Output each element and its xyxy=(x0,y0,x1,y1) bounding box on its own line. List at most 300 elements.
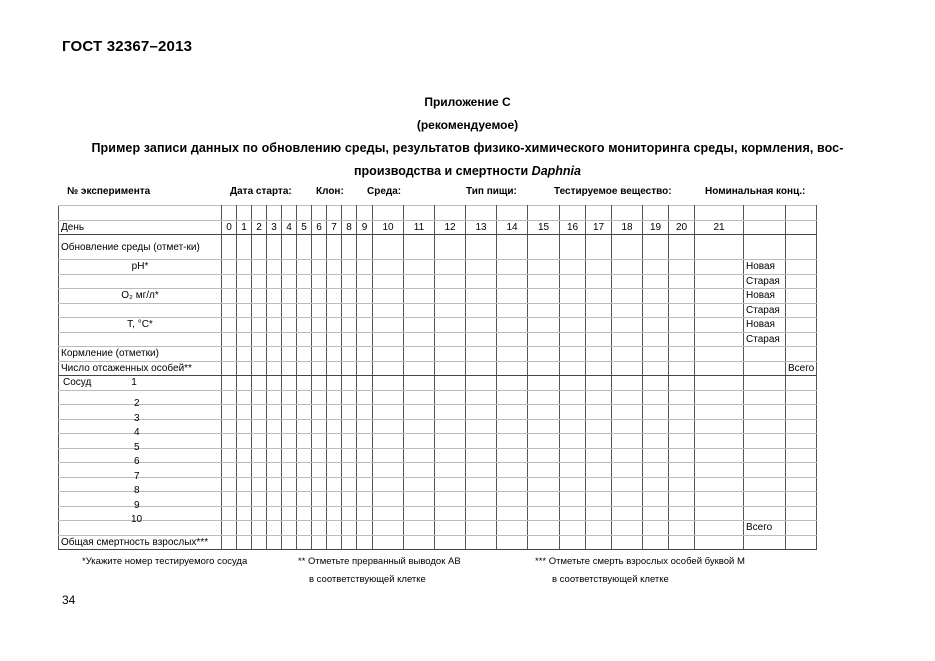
day-cell[interactable] xyxy=(282,463,297,478)
day-cell[interactable] xyxy=(222,463,237,478)
day-cell[interactable] xyxy=(237,332,252,347)
day-cell[interactable] xyxy=(404,332,435,347)
day-cell[interactable] xyxy=(222,390,237,405)
day-cell[interactable] xyxy=(342,235,357,260)
day-cell[interactable] xyxy=(404,318,435,333)
day-cell[interactable] xyxy=(342,463,357,478)
day-cell[interactable] xyxy=(327,390,342,405)
day-cell[interactable] xyxy=(404,376,435,391)
day-cell[interactable] xyxy=(373,492,404,507)
day-cell[interactable] xyxy=(435,521,466,536)
day-cell[interactable] xyxy=(497,376,528,391)
day-cell[interactable] xyxy=(560,521,586,536)
day-cell[interactable] xyxy=(528,206,560,221)
day-cell[interactable] xyxy=(237,274,252,289)
day-cell[interactable] xyxy=(342,405,357,420)
day-cell[interactable] xyxy=(342,289,357,304)
day-cell[interactable] xyxy=(695,332,744,347)
day-cell[interactable] xyxy=(373,332,404,347)
day-cell[interactable] xyxy=(327,477,342,492)
day-cell[interactable] xyxy=(373,535,404,550)
day-cell[interactable] xyxy=(357,405,373,420)
day-cell[interactable] xyxy=(267,521,282,536)
day-cell[interactable] xyxy=(404,405,435,420)
day-cell[interactable] xyxy=(560,434,586,449)
day-cell[interactable] xyxy=(695,434,744,449)
day-cell[interactable] xyxy=(404,477,435,492)
day-cell[interactable] xyxy=(466,206,497,221)
day-cell[interactable] xyxy=(466,361,497,376)
day-cell[interactable] xyxy=(357,419,373,434)
day-cell[interactable] xyxy=(267,376,282,391)
day-cell[interactable] xyxy=(497,492,528,507)
day-cell[interactable] xyxy=(327,260,342,275)
day-cell[interactable] xyxy=(297,448,312,463)
day-cell[interactable] xyxy=(435,274,466,289)
day-cell[interactable] xyxy=(312,405,327,420)
day-cell[interactable] xyxy=(695,289,744,304)
day-cell[interactable] xyxy=(267,332,282,347)
day-cell[interactable] xyxy=(222,303,237,318)
day-cell[interactable] xyxy=(435,235,466,260)
day-cell[interactable] xyxy=(497,419,528,434)
day-cell[interactable] xyxy=(342,332,357,347)
day-cell[interactable] xyxy=(435,506,466,521)
day-cell[interactable] xyxy=(297,274,312,289)
day-cell[interactable] xyxy=(237,318,252,333)
day-cell[interactable] xyxy=(327,405,342,420)
day-cell[interactable] xyxy=(435,390,466,405)
day-cell[interactable] xyxy=(695,492,744,507)
day-cell[interactable] xyxy=(612,535,643,550)
day-cell[interactable] xyxy=(435,376,466,391)
day-cell[interactable] xyxy=(342,477,357,492)
day-cell[interactable] xyxy=(643,361,669,376)
day-cell[interactable] xyxy=(560,405,586,420)
day-cell[interactable] xyxy=(695,318,744,333)
day-cell[interactable] xyxy=(357,332,373,347)
day-cell[interactable] xyxy=(252,332,267,347)
day-cell[interactable] xyxy=(342,521,357,536)
day-cell[interactable] xyxy=(342,492,357,507)
day-cell[interactable] xyxy=(586,303,612,318)
day-cell[interactable] xyxy=(252,521,267,536)
day-cell[interactable] xyxy=(643,376,669,391)
day-cell[interactable] xyxy=(695,419,744,434)
day-cell[interactable] xyxy=(237,535,252,550)
day-cell[interactable] xyxy=(560,235,586,260)
day-cell[interactable] xyxy=(342,506,357,521)
day-cell[interactable] xyxy=(695,274,744,289)
day-cell[interactable] xyxy=(297,405,312,420)
day-cell[interactable] xyxy=(695,260,744,275)
day-cell[interactable] xyxy=(282,390,297,405)
day-cell[interactable] xyxy=(404,419,435,434)
day-cell[interactable] xyxy=(222,274,237,289)
day-cell[interactable] xyxy=(404,361,435,376)
day-cell[interactable] xyxy=(373,405,404,420)
day-cell[interactable] xyxy=(252,463,267,478)
day-cell[interactable] xyxy=(327,535,342,550)
day-cell[interactable] xyxy=(612,347,643,362)
day-cell[interactable] xyxy=(435,434,466,449)
day-cell[interactable] xyxy=(435,405,466,420)
day-cell[interactable] xyxy=(252,260,267,275)
day-cell[interactable] xyxy=(342,376,357,391)
day-cell[interactable] xyxy=(669,419,695,434)
day-cell[interactable] xyxy=(237,448,252,463)
day-cell[interactable] xyxy=(282,303,297,318)
day-cell[interactable] xyxy=(282,235,297,260)
day-cell[interactable] xyxy=(528,289,560,304)
day-cell[interactable] xyxy=(669,492,695,507)
day-cell[interactable] xyxy=(357,318,373,333)
day-cell[interactable] xyxy=(612,434,643,449)
day-cell[interactable] xyxy=(695,463,744,478)
day-cell[interactable] xyxy=(612,405,643,420)
day-cell[interactable] xyxy=(267,506,282,521)
day-cell[interactable] xyxy=(586,521,612,536)
day-cell[interactable] xyxy=(237,347,252,362)
day-cell[interactable] xyxy=(612,303,643,318)
day-cell[interactable] xyxy=(252,448,267,463)
day-cell[interactable] xyxy=(297,376,312,391)
day-cell[interactable] xyxy=(327,318,342,333)
day-cell[interactable] xyxy=(282,448,297,463)
day-cell[interactable] xyxy=(282,260,297,275)
day-cell[interactable] xyxy=(267,448,282,463)
day-cell[interactable] xyxy=(252,434,267,449)
day-cell[interactable] xyxy=(222,332,237,347)
day-cell[interactable] xyxy=(252,347,267,362)
day-cell[interactable] xyxy=(327,347,342,362)
day-cell[interactable] xyxy=(612,274,643,289)
day-cell[interactable] xyxy=(312,535,327,550)
day-cell[interactable] xyxy=(404,492,435,507)
day-cell[interactable] xyxy=(237,303,252,318)
day-cell[interactable] xyxy=(222,434,237,449)
day-cell[interactable] xyxy=(312,303,327,318)
day-cell[interactable] xyxy=(237,289,252,304)
day-cell[interactable] xyxy=(373,235,404,260)
day-cell[interactable] xyxy=(282,535,297,550)
day-cell[interactable] xyxy=(373,361,404,376)
day-cell[interactable] xyxy=(252,405,267,420)
day-cell[interactable] xyxy=(357,289,373,304)
day-cell[interactable] xyxy=(612,235,643,260)
day-cell[interactable] xyxy=(312,376,327,391)
day-cell[interactable] xyxy=(528,332,560,347)
day-cell[interactable] xyxy=(373,448,404,463)
day-cell[interactable] xyxy=(643,477,669,492)
day-cell[interactable] xyxy=(528,535,560,550)
day-cell[interactable] xyxy=(312,448,327,463)
day-cell[interactable] xyxy=(612,376,643,391)
day-cell[interactable] xyxy=(612,463,643,478)
day-cell[interactable] xyxy=(327,332,342,347)
day-cell[interactable] xyxy=(357,521,373,536)
day-cell[interactable] xyxy=(643,206,669,221)
day-cell[interactable] xyxy=(695,506,744,521)
day-cell[interactable] xyxy=(612,448,643,463)
day-cell[interactable] xyxy=(586,347,612,362)
day-cell[interactable] xyxy=(560,463,586,478)
day-cell[interactable] xyxy=(404,535,435,550)
day-cell[interactable] xyxy=(560,376,586,391)
day-cell[interactable] xyxy=(282,332,297,347)
day-cell[interactable] xyxy=(528,361,560,376)
day-cell[interactable] xyxy=(252,274,267,289)
day-cell[interactable] xyxy=(252,477,267,492)
day-cell[interactable] xyxy=(497,390,528,405)
day-cell[interactable] xyxy=(669,332,695,347)
day-cell[interactable] xyxy=(282,521,297,536)
day-cell[interactable] xyxy=(435,260,466,275)
day-cell[interactable] xyxy=(282,361,297,376)
day-cell[interactable] xyxy=(404,303,435,318)
day-cell[interactable] xyxy=(357,390,373,405)
day-cell[interactable] xyxy=(327,361,342,376)
day-cell[interactable] xyxy=(327,376,342,391)
day-cell[interactable] xyxy=(560,318,586,333)
day-cell[interactable] xyxy=(267,463,282,478)
day-cell[interactable] xyxy=(297,535,312,550)
day-cell[interactable] xyxy=(669,318,695,333)
day-cell[interactable] xyxy=(357,361,373,376)
day-cell[interactable] xyxy=(466,463,497,478)
day-cell[interactable] xyxy=(528,506,560,521)
day-cell[interactable] xyxy=(612,260,643,275)
day-cell[interactable] xyxy=(612,361,643,376)
day-cell[interactable] xyxy=(497,506,528,521)
day-cell[interactable] xyxy=(560,347,586,362)
day-cell[interactable] xyxy=(497,448,528,463)
day-cell[interactable] xyxy=(312,419,327,434)
day-cell[interactable] xyxy=(373,347,404,362)
day-cell[interactable] xyxy=(237,405,252,420)
day-cell[interactable] xyxy=(282,405,297,420)
day-cell[interactable] xyxy=(586,448,612,463)
day-cell[interactable] xyxy=(222,419,237,434)
day-cell[interactable] xyxy=(560,477,586,492)
day-cell[interactable] xyxy=(612,419,643,434)
day-cell[interactable] xyxy=(373,318,404,333)
day-cell[interactable] xyxy=(466,492,497,507)
day-cell[interactable] xyxy=(312,463,327,478)
day-cell[interactable] xyxy=(669,376,695,391)
day-cell[interactable] xyxy=(560,206,586,221)
day-cell[interactable] xyxy=(267,274,282,289)
day-cell[interactable] xyxy=(297,260,312,275)
day-cell[interactable] xyxy=(237,390,252,405)
day-cell[interactable] xyxy=(404,260,435,275)
day-cell[interactable] xyxy=(643,274,669,289)
day-cell[interactable] xyxy=(586,419,612,434)
day-cell[interactable] xyxy=(669,206,695,221)
day-cell[interactable] xyxy=(357,206,373,221)
day-cell[interactable] xyxy=(560,260,586,275)
day-cell[interactable] xyxy=(282,274,297,289)
day-cell[interactable] xyxy=(312,260,327,275)
day-cell[interactable] xyxy=(252,492,267,507)
day-cell[interactable] xyxy=(342,419,357,434)
day-cell[interactable] xyxy=(560,361,586,376)
day-cell[interactable] xyxy=(695,535,744,550)
day-cell[interactable] xyxy=(643,419,669,434)
day-cell[interactable] xyxy=(297,206,312,221)
day-cell[interactable] xyxy=(560,535,586,550)
day-cell[interactable] xyxy=(528,274,560,289)
day-cell[interactable] xyxy=(643,303,669,318)
day-cell[interactable] xyxy=(267,405,282,420)
day-cell[interactable] xyxy=(237,260,252,275)
day-cell[interactable] xyxy=(252,318,267,333)
day-cell[interactable] xyxy=(373,463,404,478)
day-cell[interactable] xyxy=(435,477,466,492)
day-cell[interactable] xyxy=(435,332,466,347)
day-cell[interactable] xyxy=(497,535,528,550)
day-cell[interactable] xyxy=(695,347,744,362)
day-cell[interactable] xyxy=(643,405,669,420)
day-cell[interactable] xyxy=(327,289,342,304)
day-cell[interactable] xyxy=(497,206,528,221)
day-cell[interactable] xyxy=(466,448,497,463)
day-cell[interactable] xyxy=(267,535,282,550)
day-cell[interactable] xyxy=(267,318,282,333)
day-cell[interactable] xyxy=(327,521,342,536)
day-cell[interactable] xyxy=(669,303,695,318)
day-cell[interactable] xyxy=(669,390,695,405)
day-cell[interactable] xyxy=(404,289,435,304)
day-cell[interactable] xyxy=(357,434,373,449)
day-cell[interactable] xyxy=(528,463,560,478)
day-cell[interactable] xyxy=(357,274,373,289)
day-cell[interactable] xyxy=(282,347,297,362)
day-cell[interactable] xyxy=(643,434,669,449)
day-cell[interactable] xyxy=(237,506,252,521)
day-cell[interactable] xyxy=(327,434,342,449)
day-cell[interactable] xyxy=(327,448,342,463)
day-cell[interactable] xyxy=(528,419,560,434)
day-cell[interactable] xyxy=(643,260,669,275)
day-cell[interactable] xyxy=(312,506,327,521)
day-cell[interactable] xyxy=(586,463,612,478)
day-cell[interactable] xyxy=(612,506,643,521)
day-cell[interactable] xyxy=(357,506,373,521)
day-cell[interactable] xyxy=(497,477,528,492)
day-cell[interactable] xyxy=(560,419,586,434)
day-cell[interactable] xyxy=(222,535,237,550)
day-cell[interactable] xyxy=(357,260,373,275)
day-cell[interactable] xyxy=(342,274,357,289)
day-cell[interactable] xyxy=(669,477,695,492)
day-cell[interactable] xyxy=(497,332,528,347)
day-cell[interactable] xyxy=(669,235,695,260)
day-cell[interactable] xyxy=(466,274,497,289)
day-cell[interactable] xyxy=(404,274,435,289)
day-cell[interactable] xyxy=(669,448,695,463)
day-cell[interactable] xyxy=(373,376,404,391)
day-cell[interactable] xyxy=(357,347,373,362)
day-cell[interactable] xyxy=(282,434,297,449)
day-cell[interactable] xyxy=(357,477,373,492)
day-cell[interactable] xyxy=(282,206,297,221)
day-cell[interactable] xyxy=(327,303,342,318)
day-cell[interactable] xyxy=(466,376,497,391)
day-cell[interactable] xyxy=(435,303,466,318)
day-cell[interactable] xyxy=(237,521,252,536)
day-cell[interactable] xyxy=(327,419,342,434)
day-cell[interactable] xyxy=(528,390,560,405)
day-cell[interactable] xyxy=(357,448,373,463)
day-cell[interactable] xyxy=(312,235,327,260)
day-cell[interactable] xyxy=(252,376,267,391)
day-cell[interactable] xyxy=(497,289,528,304)
day-cell[interactable] xyxy=(528,492,560,507)
day-cell[interactable] xyxy=(267,289,282,304)
day-cell[interactable] xyxy=(357,463,373,478)
day-cell[interactable] xyxy=(466,535,497,550)
day-cell[interactable] xyxy=(342,535,357,550)
day-cell[interactable] xyxy=(586,506,612,521)
day-cell[interactable] xyxy=(404,347,435,362)
day-cell[interactable] xyxy=(237,206,252,221)
day-cell[interactable] xyxy=(342,206,357,221)
day-cell[interactable] xyxy=(297,332,312,347)
day-cell[interactable] xyxy=(267,492,282,507)
day-cell[interactable] xyxy=(669,274,695,289)
day-cell[interactable] xyxy=(560,390,586,405)
day-cell[interactable] xyxy=(497,347,528,362)
day-cell[interactable] xyxy=(695,235,744,260)
day-cell[interactable] xyxy=(466,419,497,434)
day-cell[interactable] xyxy=(373,434,404,449)
day-cell[interactable] xyxy=(297,419,312,434)
day-cell[interactable] xyxy=(695,361,744,376)
day-cell[interactable] xyxy=(357,235,373,260)
day-cell[interactable] xyxy=(222,318,237,333)
day-cell[interactable] xyxy=(528,434,560,449)
day-cell[interactable] xyxy=(222,235,237,260)
day-cell[interactable] xyxy=(342,361,357,376)
day-cell[interactable] xyxy=(560,492,586,507)
day-cell[interactable] xyxy=(497,303,528,318)
day-cell[interactable] xyxy=(435,419,466,434)
day-cell[interactable] xyxy=(327,463,342,478)
day-cell[interactable] xyxy=(252,419,267,434)
day-cell[interactable] xyxy=(528,521,560,536)
day-cell[interactable] xyxy=(497,361,528,376)
day-cell[interactable] xyxy=(643,535,669,550)
day-cell[interactable] xyxy=(497,235,528,260)
day-cell[interactable] xyxy=(669,260,695,275)
day-cell[interactable] xyxy=(466,390,497,405)
day-cell[interactable] xyxy=(695,521,744,536)
day-cell[interactable] xyxy=(404,448,435,463)
day-cell[interactable] xyxy=(342,390,357,405)
day-cell[interactable] xyxy=(282,506,297,521)
day-cell[interactable] xyxy=(435,318,466,333)
day-cell[interactable] xyxy=(297,477,312,492)
day-cell[interactable] xyxy=(267,361,282,376)
day-cell[interactable] xyxy=(357,492,373,507)
day-cell[interactable] xyxy=(327,506,342,521)
day-cell[interactable] xyxy=(643,463,669,478)
day-cell[interactable] xyxy=(222,376,237,391)
day-cell[interactable] xyxy=(528,376,560,391)
day-cell[interactable] xyxy=(282,289,297,304)
day-cell[interactable] xyxy=(560,303,586,318)
